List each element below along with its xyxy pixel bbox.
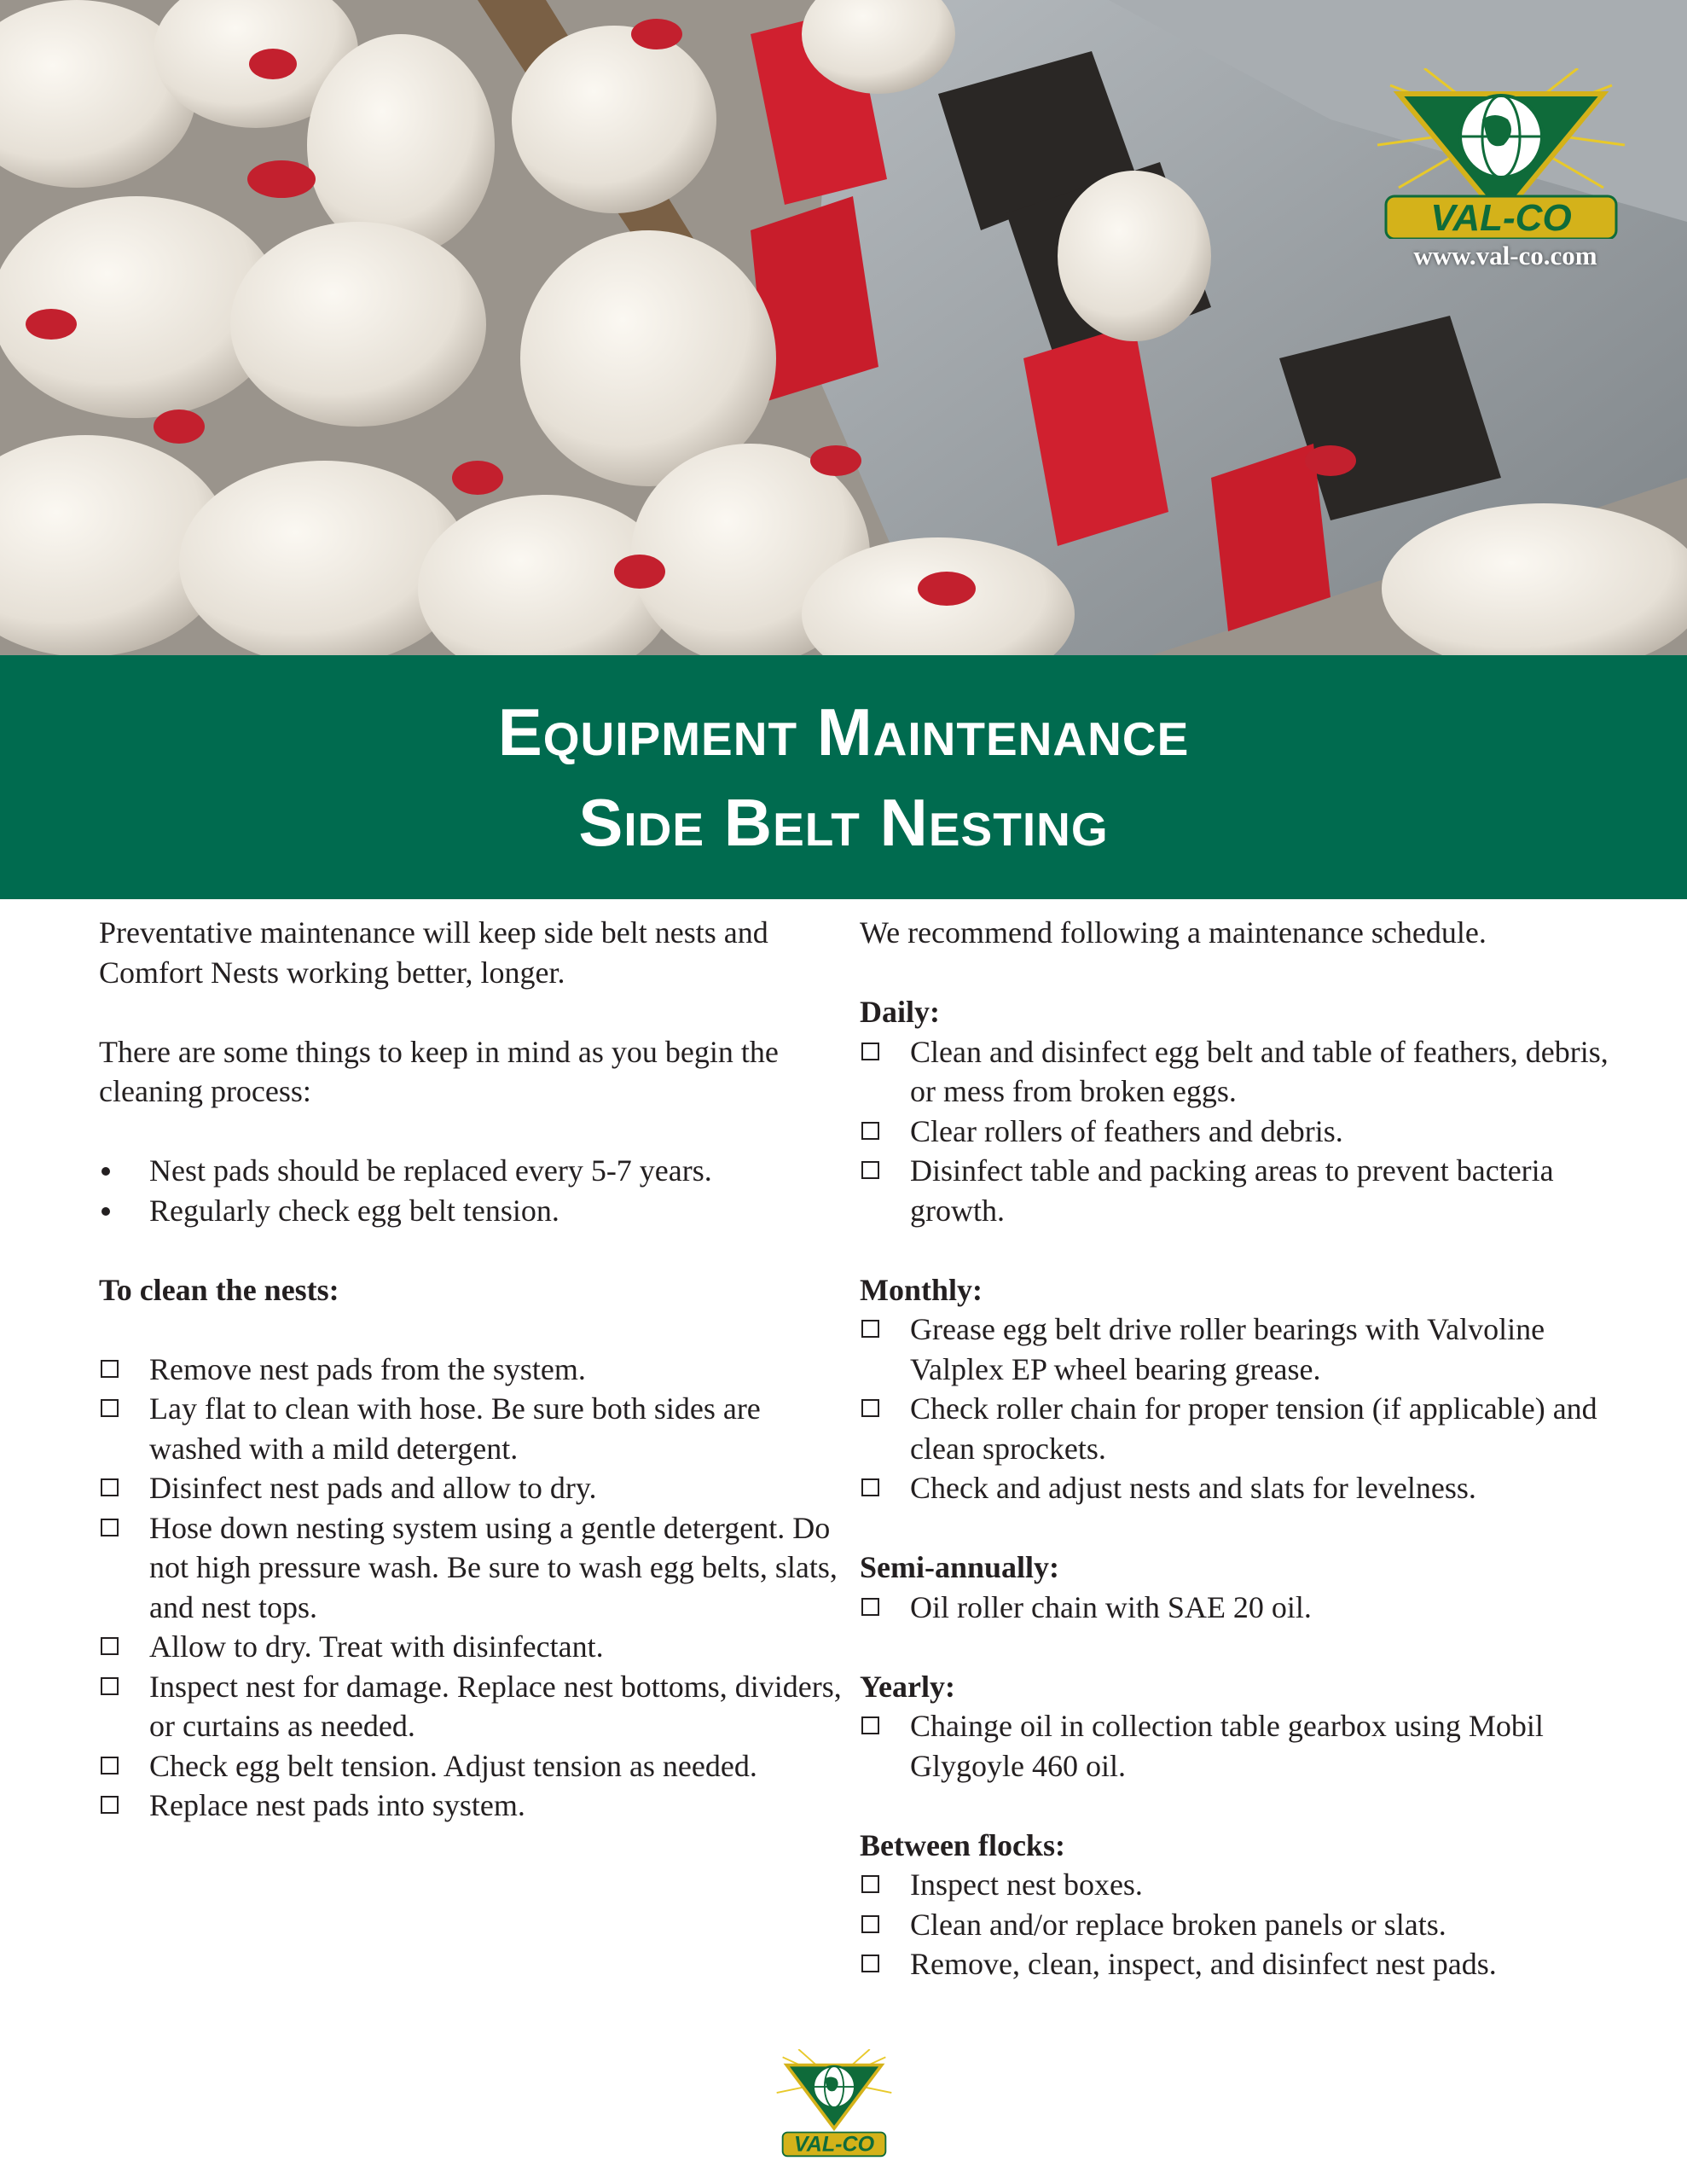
footer-valco-logo — [774, 2049, 894, 2160]
daily-heading: Daily: — [860, 995, 940, 1029]
checklist-item — [860, 1310, 1610, 1389]
checkbox-icon[interactable] — [101, 1360, 119, 1378]
checkbox-icon[interactable] — [101, 1519, 119, 1536]
checkbox-icon[interactable] — [101, 1637, 119, 1655]
checklist-item — [860, 1588, 1610, 1628]
checkbox-icon[interactable] — [861, 1043, 879, 1060]
checklist-item — [860, 1151, 1610, 1230]
checkbox-icon[interactable] — [861, 1161, 879, 1179]
checkbox-icon[interactable] — [101, 1796, 119, 1814]
monthly-checklist — [860, 1310, 1610, 1508]
checkbox-icon[interactable] — [101, 1399, 119, 1417]
hero-photo — [0, 0, 1687, 655]
checkbox-icon[interactable] — [101, 1757, 119, 1774]
clean-heading: To clean the nests: — [99, 1272, 339, 1307]
checklist-text: Lay flat to clean with hose. Be sure both sides are washed with a mild detergent. — [149, 1391, 761, 1466]
checklist-text: Inspect nest for damage. Replace nest bottoms, dividers, or curtains as needed. — [149, 1669, 842, 1743]
checklist-item — [99, 1627, 849, 1667]
intro-paragraph: Preventative maintenance will keep side belt nests and Comfort Nests working better, longer. — [99, 915, 768, 990]
checkbox-icon[interactable] — [101, 1478, 119, 1496]
tip-item — [99, 1191, 849, 1231]
checkbox-icon[interactable] — [861, 1478, 879, 1496]
mindful-paragraph: There are some things to keep in mind as you begin the cleaning process: — [99, 1034, 779, 1108]
daily-checklist — [860, 1032, 1610, 1231]
checklist-text: Remove, clean, inspect, and disinfect nest pads. — [910, 1947, 1497, 1981]
checklist-item — [860, 1706, 1610, 1786]
tip-text: Nest pads should be replaced every 5-7 years. — [149, 1153, 712, 1188]
checklist-text: Disinfect table and packing areas to prevent bacteria growth. — [910, 1153, 1554, 1228]
checklist-item — [860, 1865, 1610, 1905]
checklist-text: Oil roller chain with SAE 20 oil. — [910, 1589, 1312, 1624]
checklist-item — [99, 1389, 849, 1468]
checkbox-icon[interactable] — [861, 1716, 879, 1734]
checklist-item — [99, 1746, 849, 1786]
checklist-item — [99, 1468, 849, 1508]
checklist-item — [860, 1944, 1610, 1984]
checklist-item — [860, 1905, 1610, 1945]
checklist-text: Grease egg belt drive roller bearings with Valvoline Valplex EP wheel bearing grease. — [910, 1312, 1545, 1386]
schedule-intro: We recommend following a maintenance schedule. — [860, 915, 1487, 950]
checklist-text: Chainge oil in collection table gearbox using Mobil Glygoyle 460 oil. — [910, 1709, 1544, 1783]
checkbox-icon[interactable] — [861, 1875, 879, 1893]
between-flocks-heading: Between flocks: — [860, 1827, 1065, 1862]
bullet-icon — [101, 1207, 110, 1216]
checkbox-icon[interactable] — [101, 1677, 119, 1695]
bullet-icon — [101, 1167, 110, 1176]
checkbox-icon[interactable] — [861, 1915, 879, 1933]
checklist-text: Inspect nest boxes. — [910, 1867, 1143, 1902]
checklist-text: Clean and disinfect egg belt and table of feathers, debris, or mess from broken eggs. — [910, 1034, 1609, 1108]
checklist-item — [99, 1786, 849, 1826]
checklist-item — [99, 1508, 849, 1628]
left-column — [99, 913, 849, 1826]
checklist-item — [860, 1032, 1610, 1112]
tip-item — [99, 1151, 849, 1191]
checkbox-icon[interactable] — [861, 1122, 879, 1140]
semiannual-heading: Semi-annually: — [860, 1550, 1060, 1584]
checklist-text: Check and adjust nests and slats for levelness. — [910, 1471, 1476, 1505]
checklist-text: Clear rollers of feathers and debris. — [910, 1113, 1343, 1148]
checkbox-icon[interactable] — [861, 1320, 879, 1338]
checklist-text: Check egg belt tension. Adjust tension as needed. — [149, 1748, 757, 1783]
checkbox-icon[interactable] — [861, 1399, 879, 1417]
footer-logo-wordmark: VAL-CO — [793, 2132, 875, 2157]
checklist-text: Replace nest pads into system. — [149, 1788, 525, 1822]
semiannual-checklist — [860, 1588, 1610, 1628]
monthly-heading: Monthly: — [860, 1272, 983, 1307]
website-url[interactable]: www.val-co.com — [1413, 241, 1597, 270]
tip-text: Regularly check egg belt tension. — [149, 1193, 559, 1228]
checklist-item — [860, 1389, 1610, 1468]
logo-wordmark: VAL-CO — [1430, 197, 1572, 239]
checklist-text: Check roller chain for proper tension (if applicable) and clean sprockets. — [910, 1391, 1597, 1466]
checklist-item — [860, 1468, 1610, 1508]
tips-list — [99, 1151, 849, 1230]
yearly-heading: Yearly: — [860, 1669, 955, 1704]
clean-steps-checklist — [99, 1350, 849, 1826]
checklist-item — [860, 1112, 1610, 1152]
checklist-text: Clean and/or replace broken panels or slats. — [910, 1907, 1446, 1942]
checklist-text: Remove nest pads from the system. — [149, 1351, 586, 1386]
yearly-checklist — [860, 1706, 1610, 1786]
between-flocks-checklist — [860, 1865, 1610, 1984]
title-band — [0, 655, 1687, 899]
right-column — [860, 913, 1610, 1984]
checkbox-icon[interactable] — [861, 1955, 879, 1972]
title-line-1: Equipment Maintenance — [497, 694, 1190, 770]
checkbox-icon[interactable] — [861, 1598, 879, 1616]
checklist-text: Disinfect nest pads and allow to dry. — [149, 1471, 597, 1505]
checklist-item — [99, 1667, 849, 1746]
checklist-text: Hose down nesting system using a gentle detergent. Do not high pressure wash. Be sure to wash egg belts, slats, and nest tops. — [149, 1510, 838, 1624]
checklist-text: Allow to dry. Treat with disinfectant. — [149, 1629, 604, 1664]
checklist-item — [99, 1350, 849, 1390]
title-line-2: Side Belt Nesting — [578, 785, 1109, 860]
